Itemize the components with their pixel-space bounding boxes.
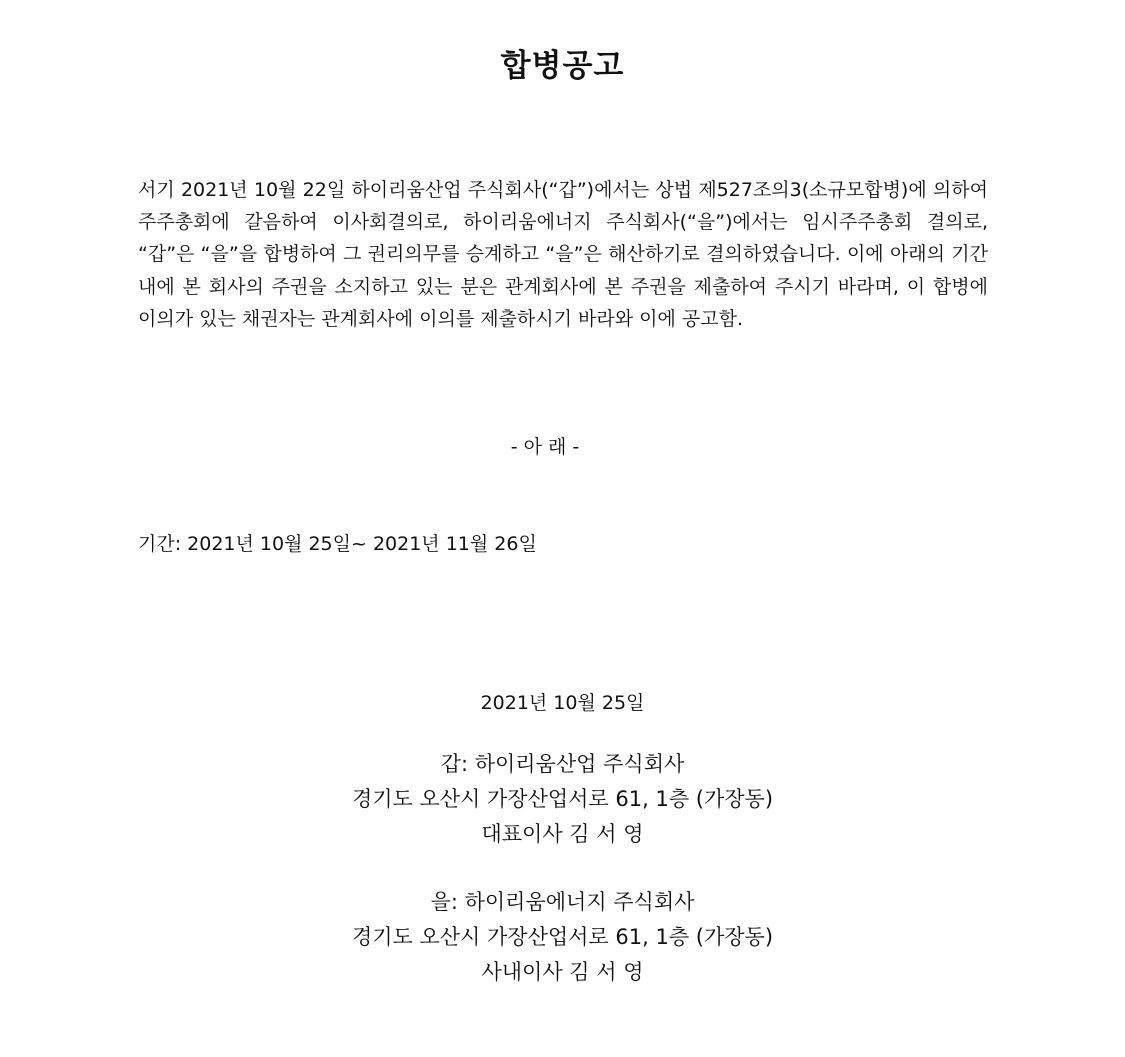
party-a-address: 경기도 오산시 가장산업서로 61, 1층 (가장동) bbox=[351, 787, 774, 811]
party-b-name: 을: 하이리움에너지 주식회사 bbox=[430, 890, 695, 914]
party-b-address: 경기도 오산시 가장산업서로 61, 1층 (가장동) bbox=[351, 925, 774, 949]
page-title: 합병공고 bbox=[500, 48, 625, 84]
notice-date: 2021년 10월 25일 bbox=[480, 692, 645, 714]
party-a-representative: 대표이사 김 서 영 bbox=[481, 822, 644, 846]
objection-period: 기간: 2021년 10월 25일~ 2021년 11월 26일 bbox=[138, 533, 537, 555]
party-a-name: 갑: 하이리움산업 주식회사 bbox=[440, 752, 685, 776]
party-b-block bbox=[0, 885, 1125, 990]
party-b-representative: 사내이사 김 서 영 bbox=[481, 960, 644, 984]
party-a-block bbox=[0, 747, 1125, 852]
section-separator: - 아 래 - bbox=[510, 436, 580, 458]
notice-body: 서기 2021년 10월 22일 하이리움산업 주식회사(“갑”)에서는 상법 제527조의3(소규모합병)에 의하여 주주총회에 갈음하여 이사회결의로, 하이리움에너지 주식회사(“을”)에서는 임시주주총회 결의로, “갑”은 “을”을 합병하여 그 권리의무를 승계하고 “을”은 해산하기로 결의하였습니다. 이에 아래의 기간 내에 본 회사의 주권을 소지하고 있는 분은 관계회사에 본 주권을 제출하여 주시기 바라며, 이 합병에 이의가 있는 채권자는 관계회사에 이의를 제출하시기 바라와 이에 공고함. bbox=[138, 179, 988, 330]
